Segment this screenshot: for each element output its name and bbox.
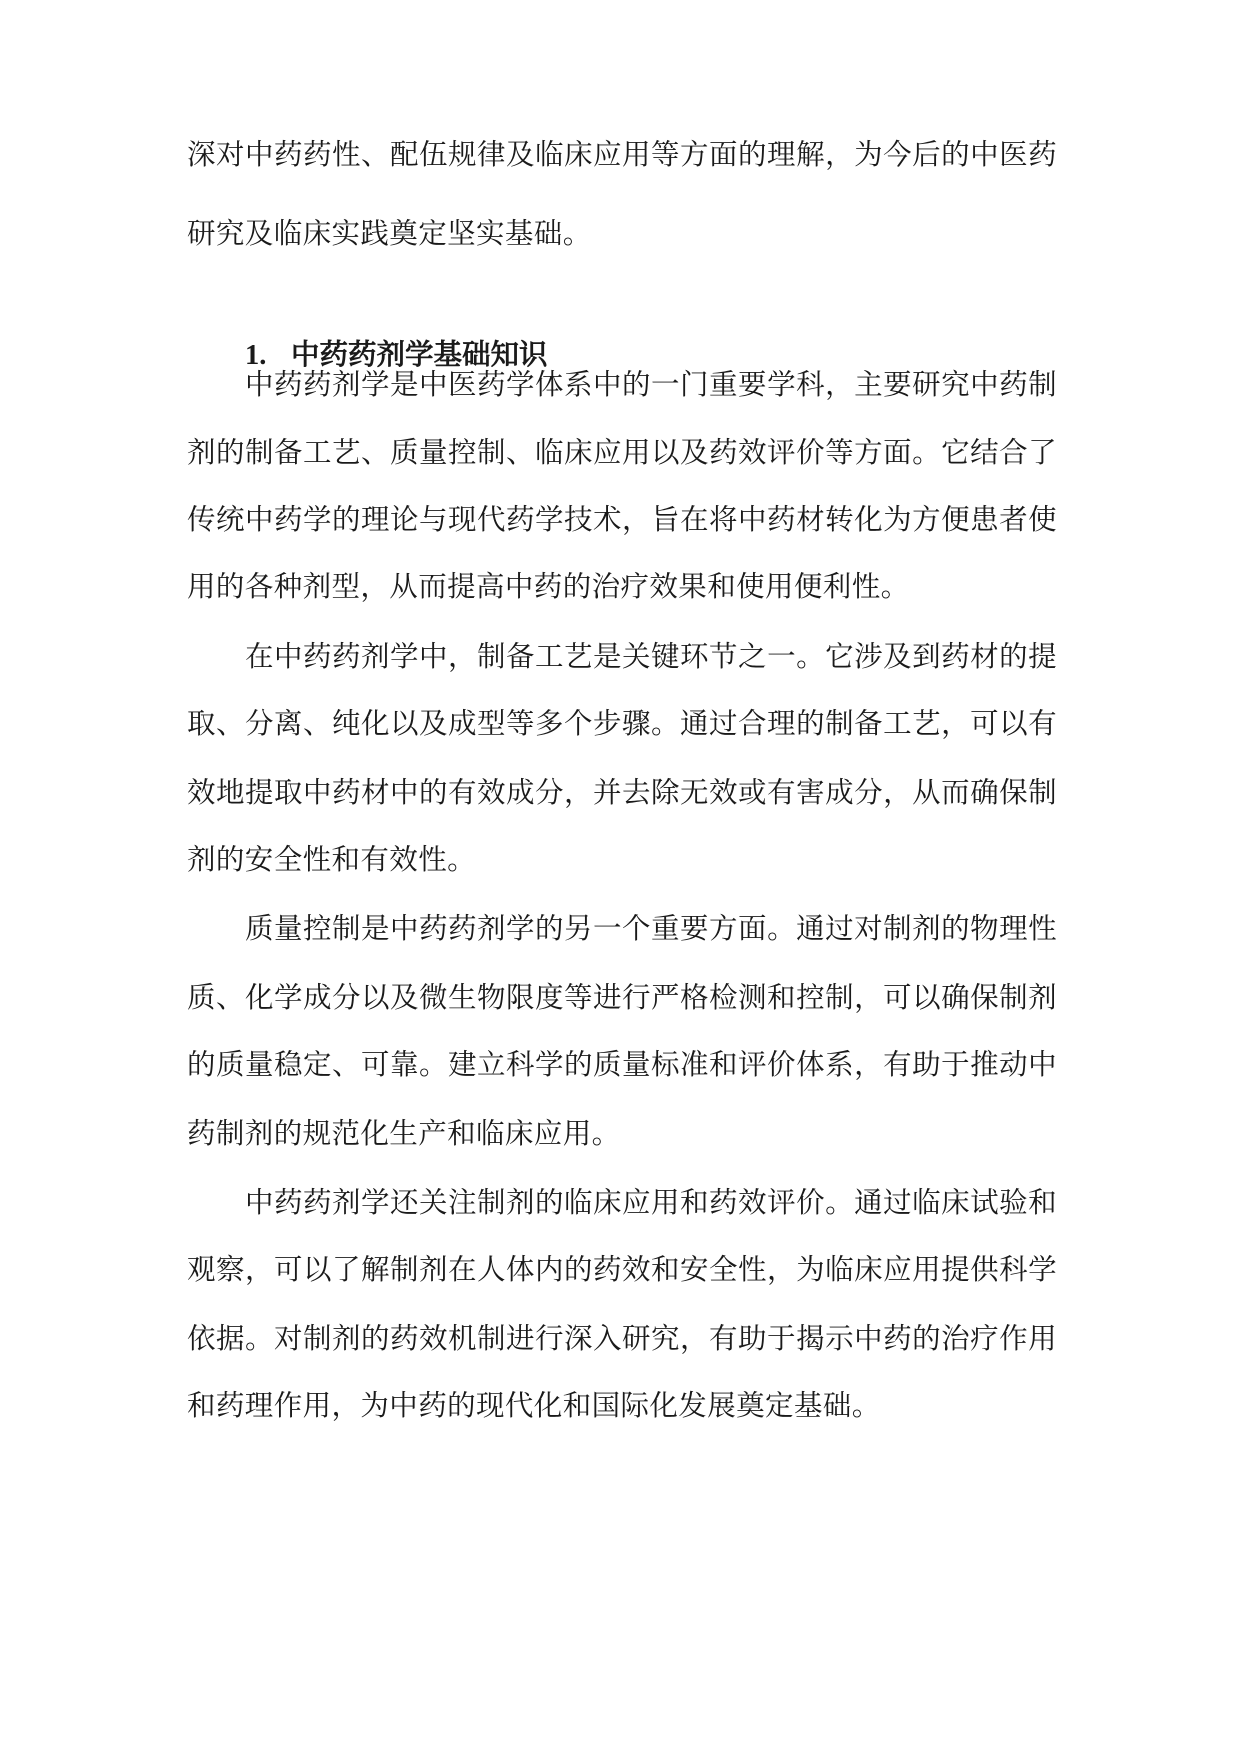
text-line: 效地提取中药材中的有效成分，并去除无效或有害成分，从而确保制 bbox=[187, 776, 1057, 809]
text-line: 研究及临床实践奠定坚实基础。 bbox=[187, 217, 592, 250]
text-line: 深对中药药性、配伍规律及临床应用等方面的理解，为今后的中医药 bbox=[187, 138, 1057, 171]
text-line: 传统中药学的理论与现代药学技术，旨在将中药材转化为方便患者使 bbox=[187, 503, 1057, 536]
text-line: 和药理作用，为中药的现代化和国际化发展奠定基础。 bbox=[187, 1389, 881, 1422]
text-line: 中药药剂学是中医药学体系中的一门重要学科，主要研究中药制 bbox=[245, 368, 1057, 401]
text-line: 剂的安全性和有效性。 bbox=[187, 843, 477, 876]
text-line: 观察，可以了解制剂在人体内的药效和安全性，为临床应用提供科学 bbox=[187, 1253, 1057, 1286]
text-line: 在中药药剂学中，制备工艺是关键环节之一。它涉及到药材的提 bbox=[245, 640, 1057, 673]
text-line: 药制剂的规范化生产和临床应用。 bbox=[187, 1117, 621, 1150]
text-line: 质量控制是中药药剂学的另一个重要方面。通过对制剂的物理性 bbox=[245, 912, 1057, 945]
text-line: 质、化学成分以及微生物限度等进行严格检测和控制，可以确保制剂 bbox=[187, 981, 1057, 1014]
text-line: 取、分离、纯化以及成型等多个步骤。通过合理的制备工艺，可以有 bbox=[187, 707, 1057, 740]
text-line: 依据。对制剂的药效机制进行深入研究，有助于揭示中药的治疗作用 bbox=[187, 1322, 1057, 1355]
text-line: 的质量稳定、可靠。建立科学的质量标准和评价体系，有助于推动中 bbox=[187, 1048, 1057, 1081]
text-line: 剂的制备工艺、质量控制、临床应用以及药效评价等方面。它结合了 bbox=[187, 436, 1057, 469]
section-number: 1. bbox=[245, 340, 267, 371]
text-line: 用的各种剂型，从而提高中药的治疗效果和使用便利性。 bbox=[187, 570, 910, 603]
section-title: 中药药剂学基础知识 bbox=[291, 338, 548, 371]
text-line: 中药药剂学还关注制剂的临床应用和药效评价。通过临床试验和 bbox=[245, 1186, 1057, 1219]
